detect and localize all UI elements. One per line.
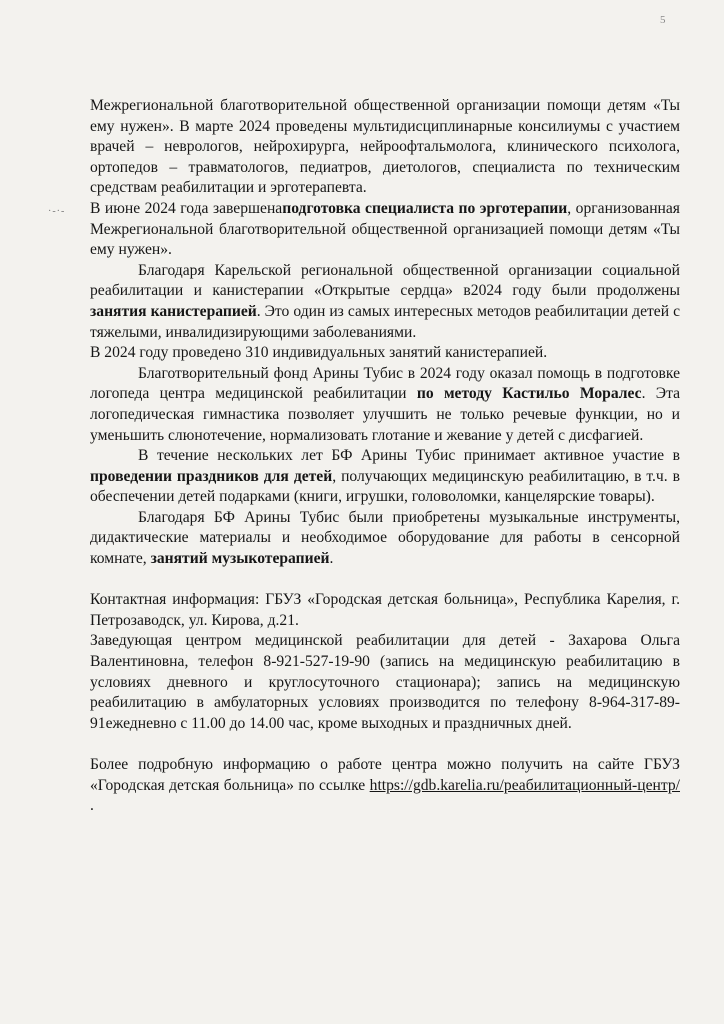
margin-mark: ·-·- bbox=[48, 206, 66, 217]
text-run: В 2024 году проведено 310 индивидуальных занятий канистерапией. bbox=[90, 344, 548, 362]
text-run: В течение нескольких лет БФ Арины Тубис принимает активное участие в bbox=[138, 447, 680, 465]
bold-phrase: по методу Кастильо Моралес bbox=[416, 385, 642, 403]
paragraph-2 bbox=[90, 199, 680, 261]
document-body bbox=[90, 96, 680, 817]
paragraph-9 bbox=[90, 631, 680, 734]
text-run: , организованная Межрегиональной благотворительной общественной организацией помощи детям «Ты ему нужен». bbox=[90, 199, 680, 259]
bold-phrase: занятия канистерапией bbox=[90, 302, 257, 320]
text-run: Благотворительный фонд Арины Тубис в 2024 году оказал помощь в подготовке логопеда центра медицинской реабилитации bbox=[90, 364, 680, 403]
paragraph-4 bbox=[90, 343, 680, 364]
text-run: . bbox=[329, 550, 334, 568]
text-run: Благодаря БФ Арины Тубис были приобретены музыкальные инструменты, дидактические материалы и необходимое оборудование для работы в сенсорной комнате, bbox=[90, 508, 680, 568]
text-run: Контактная информация: ГБУЗ «Городская детская больница», Республика Карелия, г. Петрозаводск, ул. Кирова, д.21. bbox=[90, 591, 680, 629]
text-run: . bbox=[90, 797, 94, 815]
text-run: . Это один из самых интересных методов реабилитации детей с тяжелыми, инвалидизирующими заболеваниями. bbox=[90, 302, 680, 341]
paragraph-8 bbox=[90, 590, 680, 631]
text-run: Благодаря Карельской региональной общественной организации социальной реабилитации и канистерапии «Открытые сердца» в2024 году были продолжены bbox=[90, 261, 680, 300]
text-run: . Эта логопедическая гимнастика позволяет улучшить не только речевые функции, но и уменьшить слюнотечение, нормализовать глотание и жевание у детей с дисфагией. bbox=[90, 385, 680, 444]
bold-phrase: подготовка специалиста по эрготерапии bbox=[282, 199, 568, 217]
page-number: 5 bbox=[660, 14, 666, 26]
paragraph-10 bbox=[90, 755, 680, 817]
bold-phrase: занятий музыкотерапией bbox=[150, 550, 330, 568]
bold-phrase: проведении праздников для детей bbox=[90, 467, 333, 485]
paragraph-3 bbox=[90, 261, 680, 343]
text-run: Более подробную информацию о работе центра можно получить на сайте ГБУЗ «Городская детская больница» по ссылке bbox=[90, 756, 680, 794]
paragraph-5 bbox=[90, 364, 680, 446]
text-run: Межрегиональной благотворительной общественной организации помощи детям «Ты ему нужен». В марте 2024 проведены мультидисциплинарные консилиумы с участием врачей – неврологов, нейрохирурга, нейроофтальмолога, клинического психолога, ортопедов – травматологов, педиатров, диетологов, специалиста по техническим средствам реабилитации и эрготерапевта. bbox=[90, 97, 680, 197]
text-run: Заведующая центром медицинской реабилитации для детей - Захарова Ольга Валентиновна, телефон 8-921-527-19-90 (запись на медицинскую реабилитацию в условиях дневного и круглосуточного стационара); запись на медицинскую реабилитацию в амбулаторных условиях производится по телефону 8-964-317-89-91ежедневно с 11.00 до 14.00 час, кроме выходных и праздничных дней. bbox=[90, 632, 680, 732]
text-run: , получающих медицинскую реабилитацию, в т.ч. в обеспечении детей подарками (книги, игрушки, головоломки, канцелярские товары). bbox=[90, 467, 680, 506]
website-link[interactable]: https://gdb.karelia.ru/реабилитационный-центр/ bbox=[369, 776, 680, 794]
paragraph-7 bbox=[90, 508, 680, 570]
paragraph-1 bbox=[90, 96, 680, 199]
paragraph-6 bbox=[90, 446, 680, 508]
text-run: В июне 2024 года завершена bbox=[90, 199, 283, 217]
